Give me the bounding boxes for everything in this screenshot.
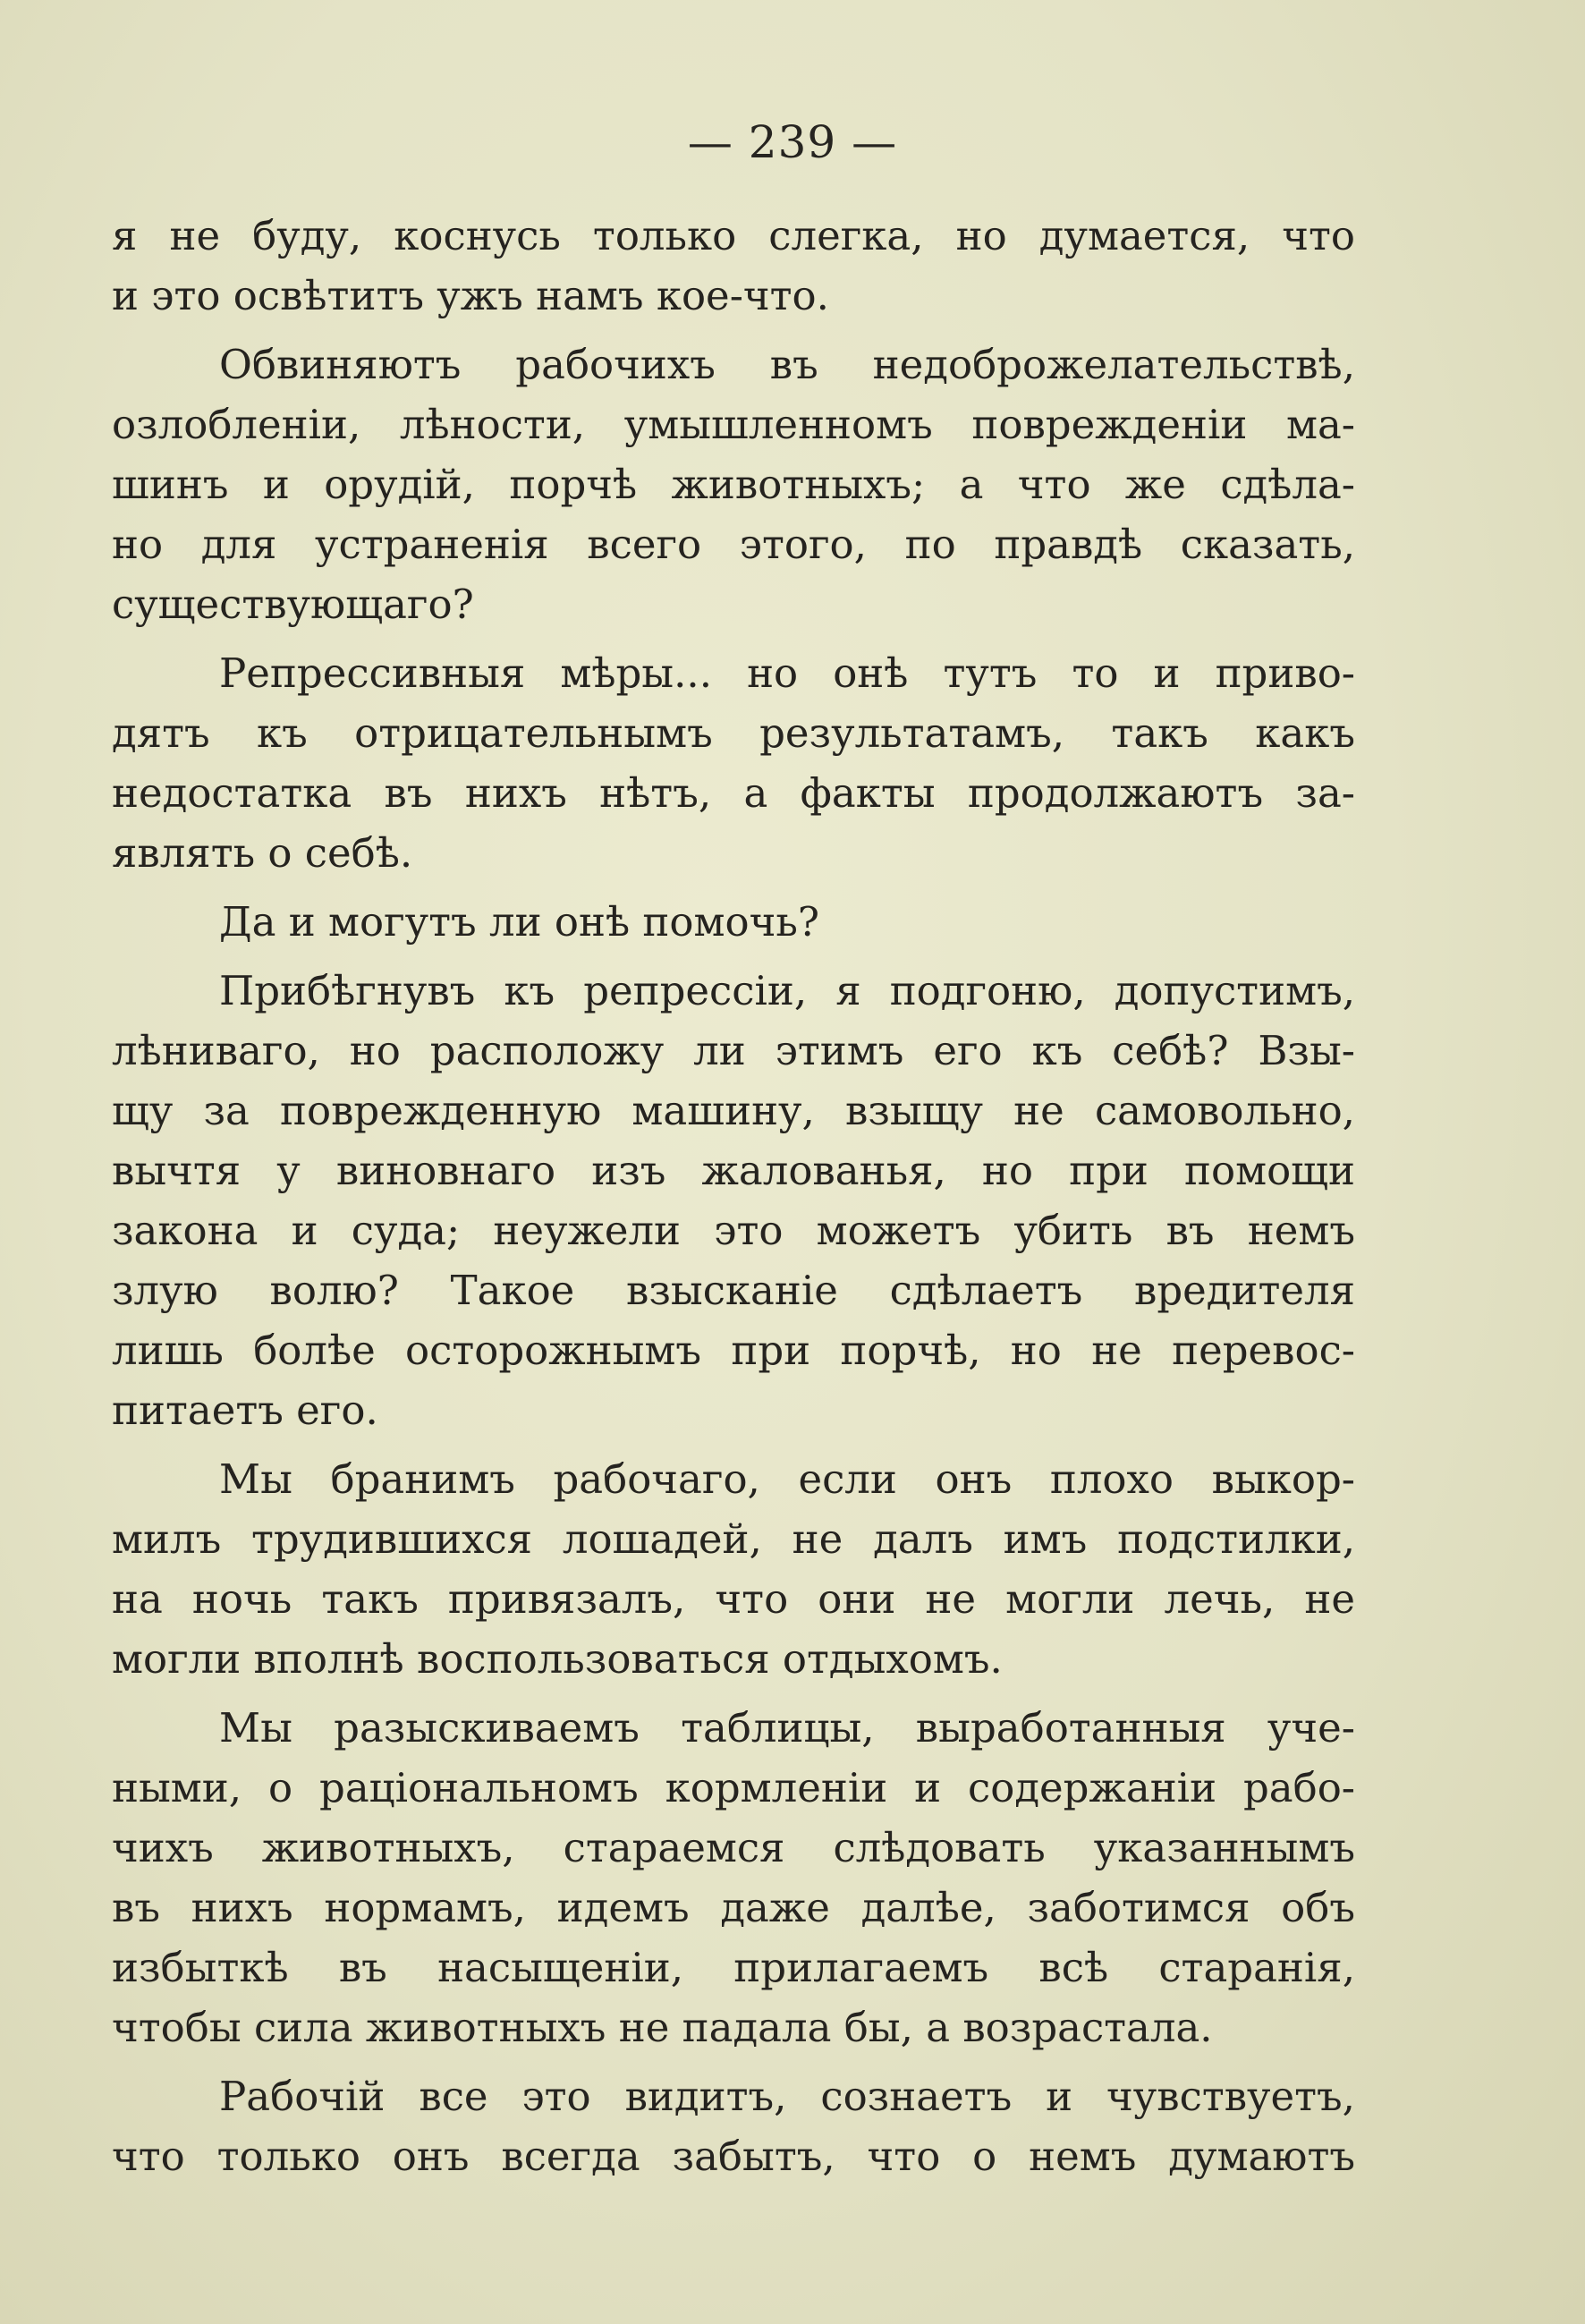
text-line: питаетъ его. — [112, 1387, 378, 1434]
text-line: Мы бранимъ рабочаго, если онъ плохо выкор- — [219, 1455, 1355, 1503]
page-number: — 239 — — [687, 116, 898, 168]
text-line: и это освѣтитъ ужъ намъ кое-что. — [112, 272, 829, 319]
text-line: Прибѣгнувъ къ репрессіи, я подгоню, допустимъ, — [219, 967, 1355, 1014]
text-line: Рабочій все это видитъ, сознаетъ и чувствуетъ, — [219, 2073, 1355, 2120]
text-line: могли вполнѣ воспользоваться отдыхомъ. — [112, 1635, 1003, 1683]
paragraph — [112, 643, 1355, 883]
paragraph — [112, 206, 1355, 326]
text-line: закона и суда; неужели это можетъ убить въ немъ — [112, 1207, 1355, 1254]
paragraph — [112, 335, 1355, 634]
text-line: озлобленіи, лѣности, умышленномъ поврежденіи ма- — [112, 401, 1355, 448]
text-line: лишь болѣе осторожнымъ при порчѣ, но не перевос- — [112, 1327, 1355, 1374]
paragraph — [112, 2066, 1355, 2186]
text-line: что только онъ всегда забытъ, что о немъ думаютъ — [112, 2133, 1355, 2180]
text-line: милъ трудившихся лошадей, не далъ имъ подстилки, — [112, 1515, 1355, 1563]
text-line: являть о себѣ. — [112, 829, 413, 877]
text-line: Обвиняютъ рабочихъ въ недоброжелательствѣ, — [219, 341, 1355, 388]
text-line: чихъ животныхъ, стараемся слѣдовать указаннымъ — [112, 1824, 1355, 1871]
text-line: я не буду, коснусь только слегка, но думается, что — [112, 212, 1355, 259]
text-line: чтобы сила животныхъ не падала бы, а возрастала. — [112, 2004, 1213, 2051]
text-line: Репрессивныя мѣры... но онѣ тутъ то и приво- — [219, 649, 1355, 697]
text-line: существующаго? — [112, 581, 474, 628]
text-line: злую волю? Такое взысканіе сдѣлаетъ вредителя — [112, 1267, 1355, 1314]
text-line: вычтя у виновнаго изъ жалованья, но при помощи — [112, 1147, 1355, 1194]
text-line: Мы разыскиваемъ таблицы, выработанныя уче- — [219, 1704, 1355, 1751]
paragraph — [112, 961, 1355, 1440]
body-text — [112, 206, 1355, 2195]
text-line: щу за поврежденную машину, взыщу не самовольно, — [112, 1087, 1355, 1134]
text-line: но для устраненія всего этого, по правдѣ сказать, — [112, 521, 1355, 568]
text-line: лѣниваго, но расположу ли этимъ его къ себѣ? Взы- — [112, 1027, 1355, 1074]
text-line: на ночь такъ привязалъ, что они не могли лечь, не — [112, 1575, 1355, 1623]
text-line: недостатка въ нихъ нѣтъ, а факты продолжаютъ за- — [112, 769, 1355, 817]
text-line: ными, о раціональномъ кормленіи и содержаніи рабо- — [112, 1764, 1355, 1811]
paragraph — [112, 1698, 1355, 2057]
paragraph — [112, 1449, 1355, 1689]
paragraph — [112, 892, 1355, 952]
text-line: въ нихъ нормамъ, идемъ даже далѣе, заботимся объ — [112, 1884, 1355, 1931]
text-line: избыткѣ въ насыщеніи, прилагаемъ всѣ старанія, — [112, 1944, 1355, 1991]
text-line: шинъ и орудій, порчѣ животныхъ; а что же сдѣла- — [112, 461, 1355, 508]
text-line: дятъ къ отрицательнымъ результатамъ, такъ какъ — [112, 709, 1355, 757]
text-line: Да и могутъ ли онѣ помочь? — [219, 898, 819, 946]
